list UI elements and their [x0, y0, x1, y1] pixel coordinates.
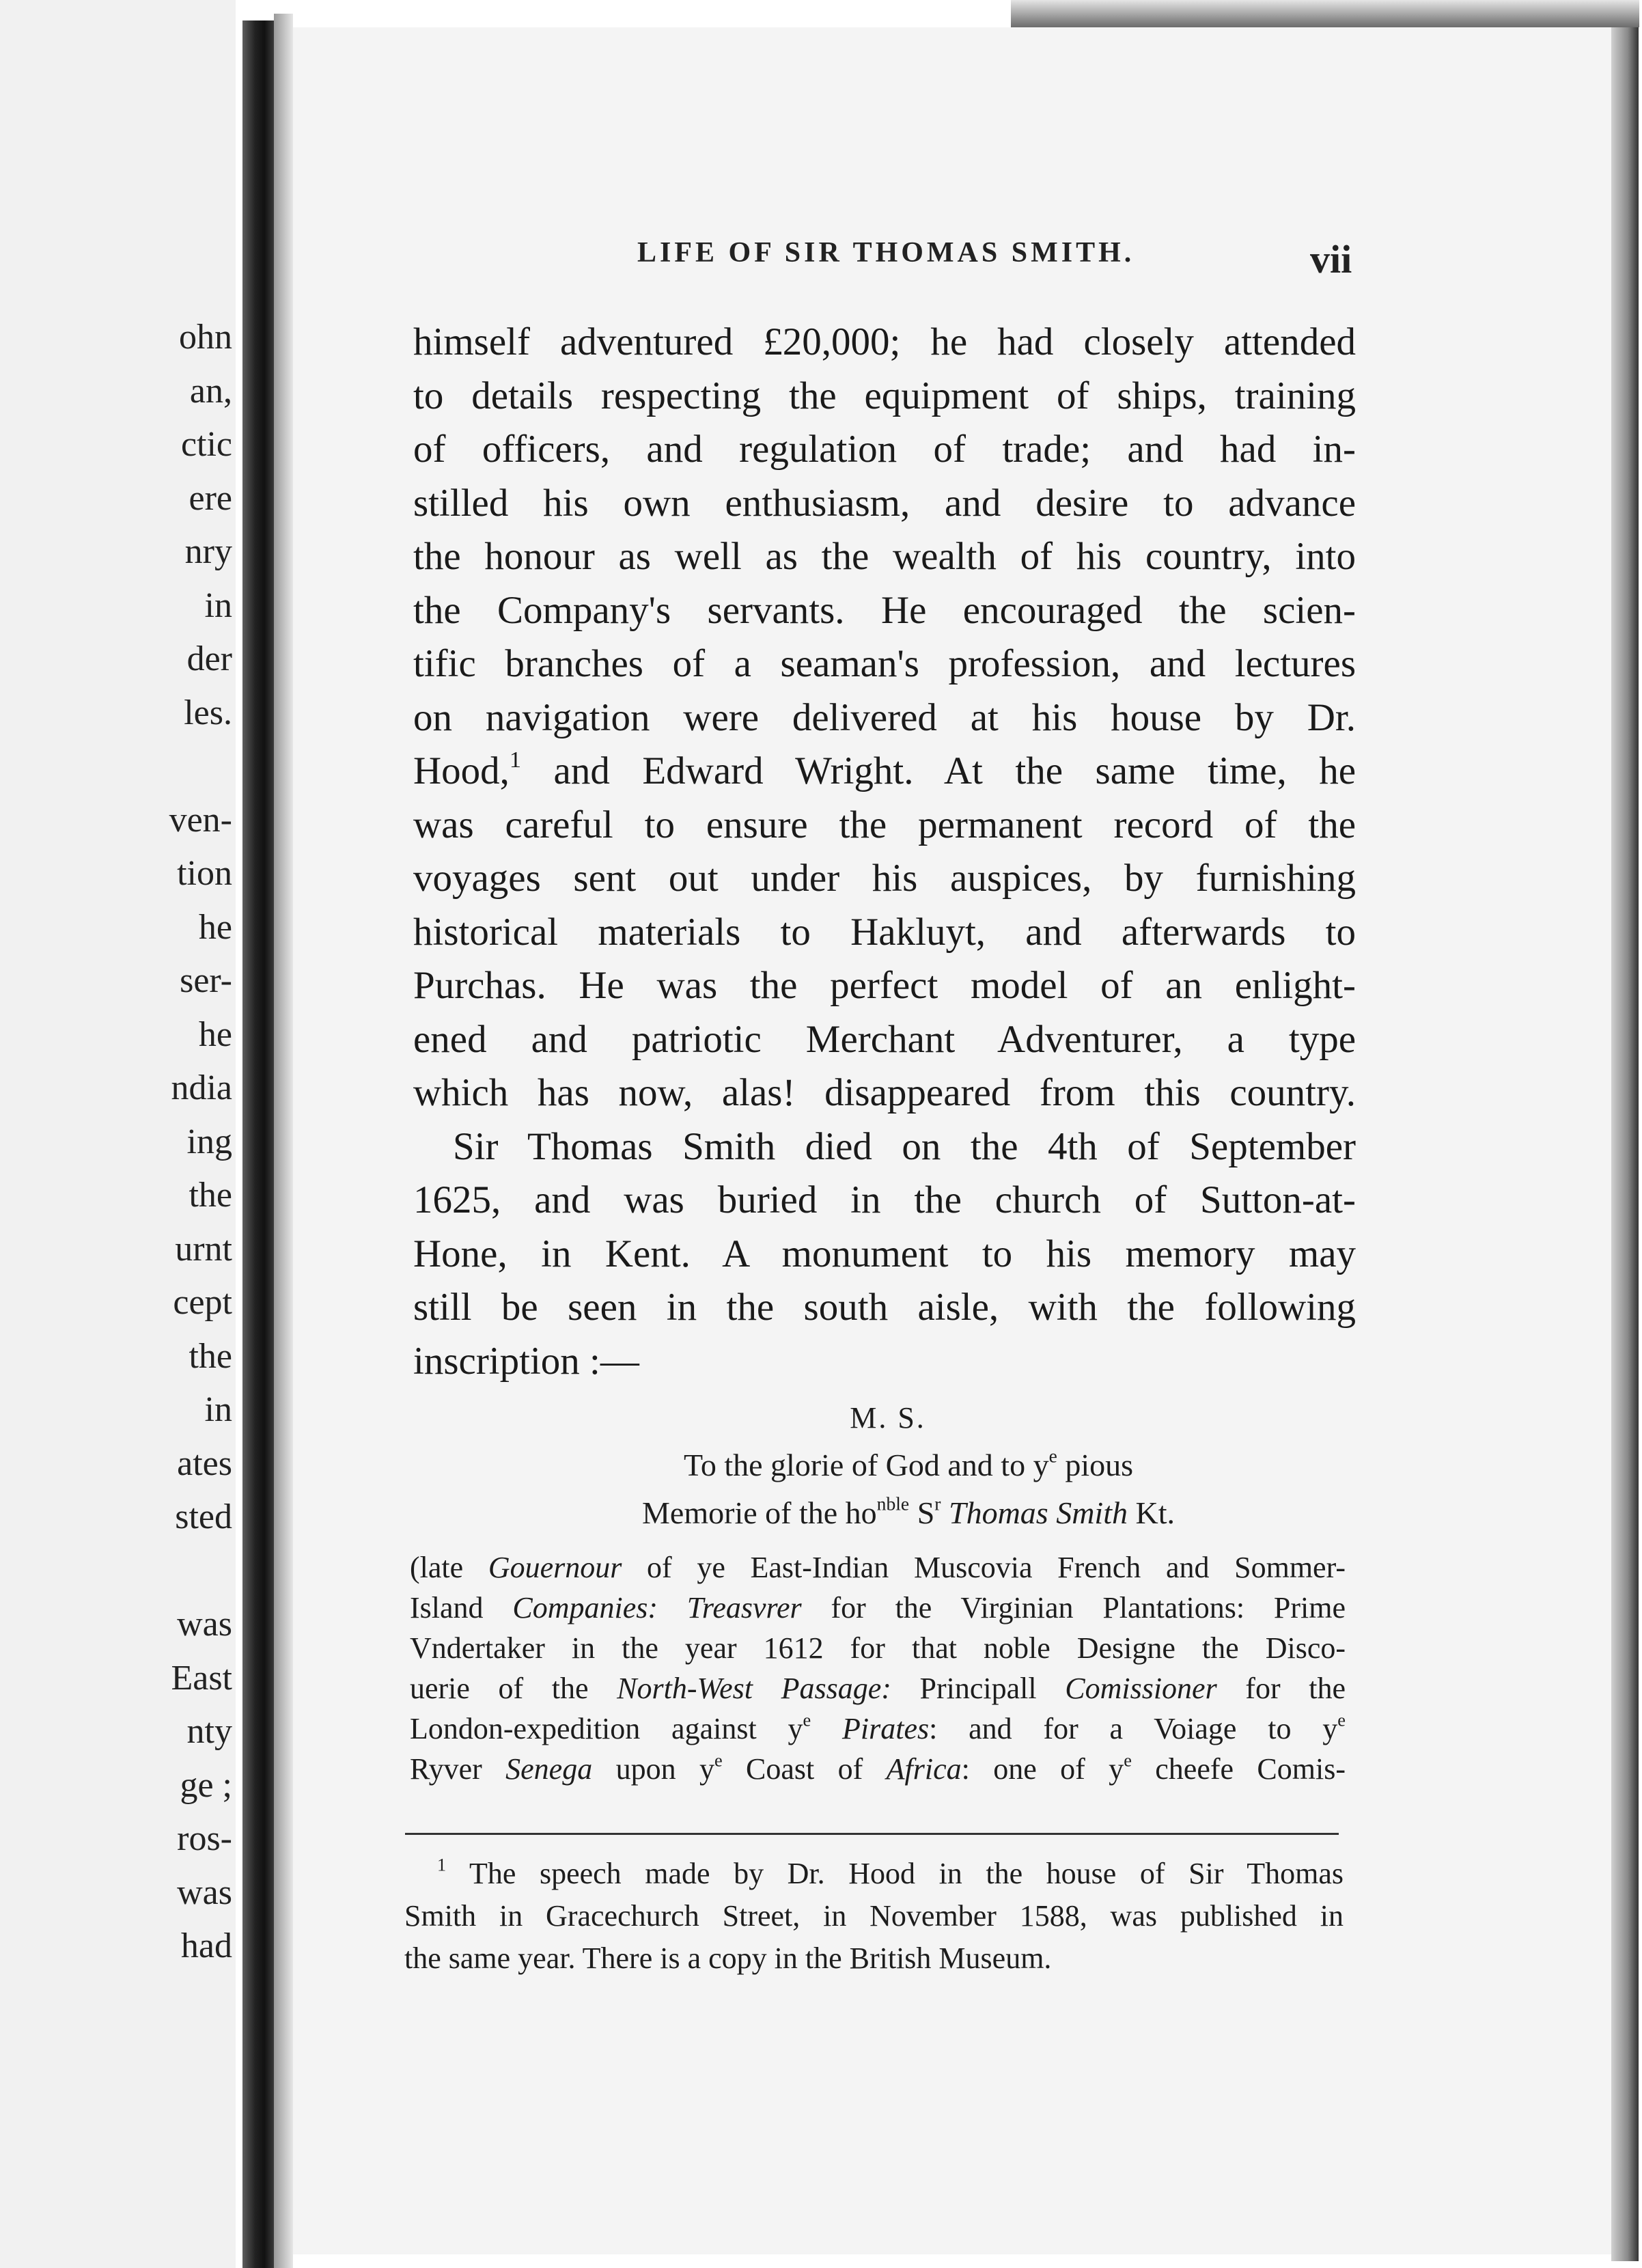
- left-page-fragment: ere: [189, 479, 232, 518]
- body-line: the honour as well as the wealth of his country, into: [413, 535, 1356, 578]
- superscript: e: [714, 1750, 723, 1771]
- superscript: e: [1048, 1445, 1057, 1467]
- text: Coast of: [722, 1752, 887, 1786]
- body-line: the Company's servants. He encouraged the scien-: [413, 588, 1356, 632]
- left-page-fragment: the: [189, 1337, 232, 1376]
- italic-text: Companies: Treasvrer: [512, 1591, 802, 1624]
- body-line: stilled his own enthusiasm, and desire to advance: [413, 481, 1356, 525]
- italic-text: Senega: [505, 1752, 593, 1786]
- left-page-fragment: East: [171, 1659, 232, 1698]
- inscription-text: pious: [1057, 1448, 1134, 1482]
- footnote-text: The speech made by Dr. Hood in the house of Sir Thomas: [469, 1857, 1344, 1890]
- footnote-rule: [405, 1833, 1339, 1835]
- body-line-part: and Edward Wright. At the same time, he: [553, 749, 1356, 792]
- body-line: inscription :—: [413, 1339, 639, 1383]
- body-line: to details respecting the equipment of ships, training: [413, 374, 1356, 417]
- superscript: e: [1337, 1709, 1346, 1730]
- left-page-fragment: in: [204, 586, 232, 625]
- text: : and for a Voiage to y: [929, 1712, 1338, 1745]
- text: Island: [410, 1591, 513, 1624]
- left-page-fragment: cept: [173, 1283, 232, 1322]
- inscription-line: [471, 1495, 1346, 1531]
- left-page-fragment: tion: [177, 854, 232, 893]
- left-page-fragment: in: [204, 1390, 232, 1429]
- body-text: [413, 316, 1356, 1388]
- page-right-edge: [1611, 27, 1639, 2261]
- footnote-marker: 1: [437, 1854, 447, 1875]
- superscript: e: [803, 1709, 811, 1730]
- left-page-fragment: an,: [189, 372, 232, 411]
- body-line: [413, 745, 1356, 799]
- body-line: on navigation were delivered at his house by Dr.: [413, 695, 1356, 739]
- left-page-fragment: nty: [186, 1712, 232, 1751]
- body-line: ened and patriotic Merchant Adventurer, a type: [413, 1017, 1356, 1061]
- gutter-shadow: [274, 14, 293, 2268]
- inscription-name: Thomas Smith: [948, 1495, 1128, 1530]
- inscription-text: Kt.: [1127, 1495, 1175, 1530]
- text: (late: [410, 1551, 488, 1584]
- left-page-fragment: sted: [175, 1497, 232, 1536]
- body-line: Purchas. He was the perfect model of an enlight-: [413, 964, 1356, 1007]
- inscription-body-line: [410, 1709, 1346, 1749]
- inscription-text: S: [909, 1495, 935, 1530]
- left-page-fragment: ates: [177, 1444, 232, 1483]
- left-page-fragment: he: [198, 1015, 232, 1054]
- body-line: Sir Thomas Smith died on the 4th of September: [453, 1124, 1356, 1168]
- inscription-heading: M. S.: [850, 1401, 926, 1435]
- left-page-fragment: ros-: [177, 1819, 232, 1858]
- inscription-body-line: Vndertaker in the year 1612 for that noble Designe the Disco-: [410, 1631, 1346, 1665]
- italic-text: North-West Passage:: [617, 1672, 891, 1705]
- text: upon y: [592, 1752, 714, 1786]
- italic-text: Gouernour: [488, 1551, 622, 1584]
- left-facing-page: [0, 0, 236, 2268]
- inscription-body-line: [410, 1547, 1346, 1588]
- italic-text: Comissioner: [1065, 1672, 1217, 1705]
- inscription-line: [471, 1447, 1346, 1483]
- text: London-expedition against y: [410, 1712, 803, 1745]
- body-line: voyages sent out under his auspices, by furnishing: [413, 857, 1356, 900]
- left-page-fragment: the: [189, 1176, 232, 1215]
- left-page-fragment: les.: [184, 693, 232, 732]
- left-page-fragment: der: [186, 639, 232, 678]
- footnote: [404, 1853, 1344, 1980]
- inscription-text: To the glorie of God and to y: [683, 1448, 1049, 1482]
- body-line: tific branches of a seaman's profession, and lectures: [413, 642, 1356, 685]
- footnote-line: [404, 1853, 1344, 1895]
- body-line: historical materials to Hakluyt, and afterwards to: [413, 910, 1356, 954]
- inscription-body-line: [410, 1668, 1346, 1709]
- inscription-text: Memorie of the ho: [642, 1495, 877, 1530]
- left-page-fragment: had: [180, 1926, 232, 1965]
- text: Principall: [891, 1672, 1066, 1705]
- text: uerie of the: [410, 1672, 617, 1705]
- italic-text: Africa: [886, 1752, 962, 1786]
- italic-text: Pirates: [842, 1712, 930, 1745]
- footnote-line: Smith in Gracechurch Street, in November 1588, was published in: [404, 1899, 1344, 1933]
- left-page-fragment: ge ;: [180, 1766, 232, 1805]
- left-page-fragment: ctic: [180, 425, 232, 464]
- text: Ryver: [410, 1752, 506, 1786]
- body-line: himself adventured £20,000; he had closely attended: [413, 320, 1356, 363]
- text: for the: [1216, 1672, 1346, 1705]
- superscript: e: [1124, 1750, 1132, 1771]
- inscription-body-line: [410, 1588, 1346, 1628]
- left-page-fragment: nry: [184, 532, 232, 571]
- page-number: vii: [1310, 237, 1352, 281]
- text: : one of y: [961, 1752, 1124, 1786]
- body-line: of officers, and regulation of trade; and had in-: [413, 428, 1356, 471]
- body-line: still be seen in the south aisle, with the following: [413, 1286, 1356, 1329]
- superscript: nble: [876, 1493, 910, 1515]
- left-page-fragment: he: [198, 908, 232, 947]
- left-page-fragment: urnt: [175, 1230, 232, 1269]
- left-page-fragment: ven-: [169, 801, 232, 840]
- left-page-fragment: ser-: [180, 961, 232, 1000]
- footnote-reference: 1: [509, 747, 522, 773]
- left-page-fragment: ohn: [179, 318, 232, 357]
- inscription-body: [410, 1547, 1346, 1789]
- left-page-fragment: ing: [186, 1122, 232, 1161]
- page-top-edge: [1011, 0, 1639, 27]
- left-page-fragment: was: [177, 1873, 232, 1912]
- text: for the Virginian Plantations: Prime: [801, 1591, 1346, 1624]
- body-line: Hone, in Kent. A monument to his memory may: [413, 1232, 1356, 1275]
- body-line: 1625, and was buried in the church of Sutton-at-: [413, 1178, 1356, 1221]
- text: of ye East-Indian Muscovia French and Sommer-: [622, 1551, 1346, 1584]
- footnote-line: the same year. There is a copy in the British Museum.: [404, 1941, 1052, 1975]
- body-line: which has now, alas! disappeared from this country.: [413, 1071, 1356, 1114]
- text: cheefe Comis-: [1131, 1752, 1346, 1786]
- superscript: r: [934, 1493, 941, 1515]
- left-page-fragment: ndia: [171, 1068, 232, 1107]
- body-line-part: Hood,: [413, 749, 510, 792]
- book-spine-gutter: [242, 20, 274, 2268]
- running-title: LIFE OF SIR THOMAS SMITH.: [637, 237, 1135, 268]
- left-page-fragment: was: [177, 1605, 232, 1644]
- inscription-body-line: [410, 1749, 1346, 1789]
- body-line: was careful to ensure the permanent record of the: [413, 803, 1356, 846]
